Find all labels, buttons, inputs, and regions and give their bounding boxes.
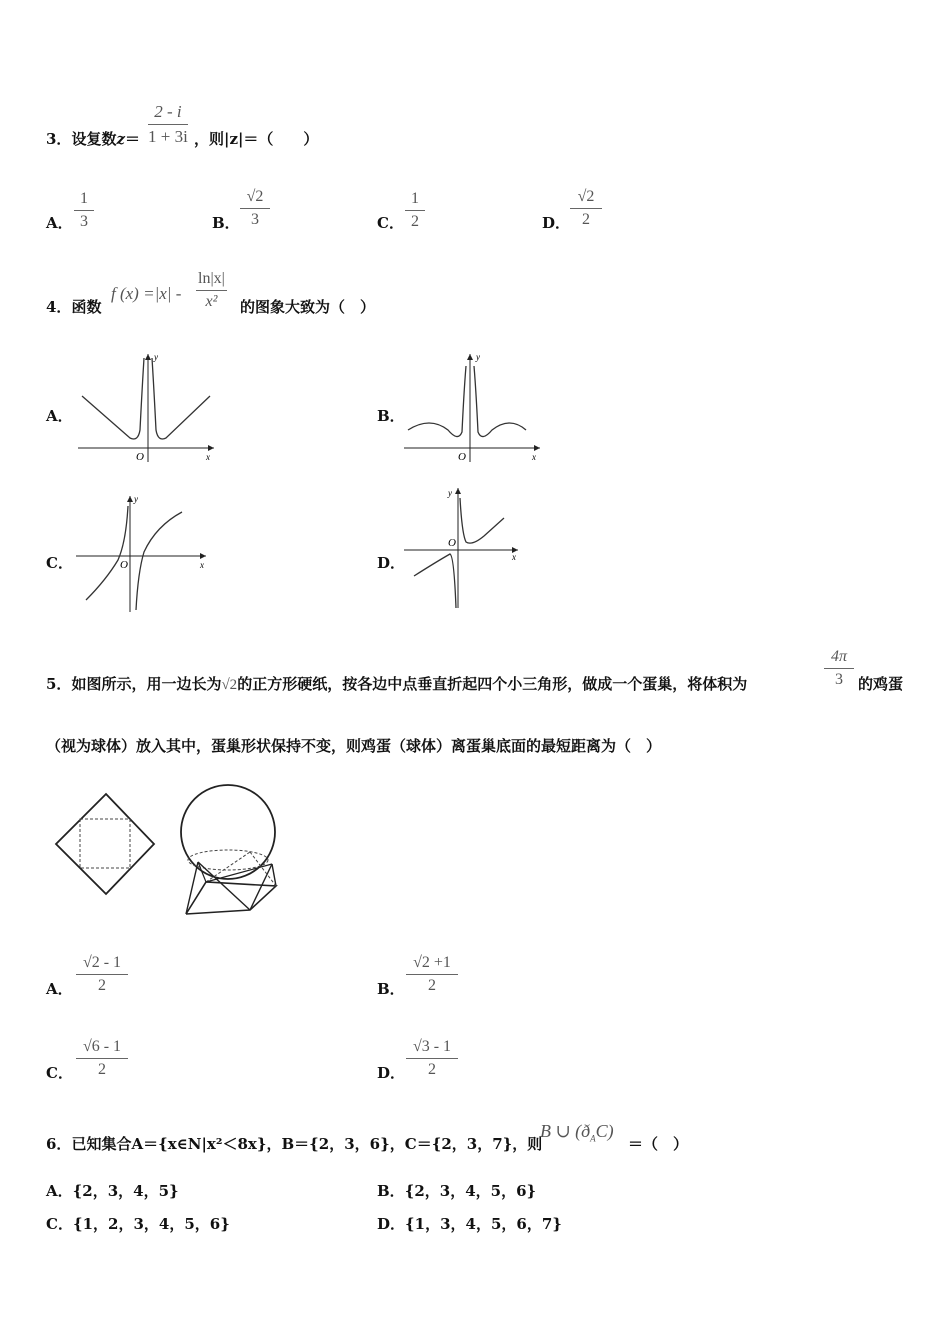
q4-d-axis-x: x — [512, 552, 516, 562]
q4-frac-num: ln|x| — [198, 270, 225, 287]
q4-b-axis-x: x — [532, 452, 536, 462]
q5-option-a-value: √2 - 1 2 — [76, 954, 128, 995]
q5-option-a-label[interactable]: A． — [46, 980, 73, 998]
q4-fraction — [196, 270, 227, 311]
q3-option-c-value: 1 2 — [405, 190, 425, 231]
q5-option-d-label[interactable]: D． — [377, 1064, 406, 1082]
q6-suffix: ＝（ ） — [628, 1135, 689, 1153]
q4-option-b-label[interactable]: B． — [377, 407, 405, 425]
q6-option-c[interactable]: C．{1，2，3，4，5，6} — [46, 1215, 230, 1233]
q4-b-origin: O — [458, 451, 466, 463]
q3-option-b-label[interactable]: B． — [212, 214, 240, 232]
q4-a-axis-x: x — [206, 452, 210, 462]
q3-number: 3． — [46, 130, 72, 148]
q4-c-axis-y: y — [134, 494, 138, 504]
q4-graph-b — [400, 350, 550, 465]
q6-number: 6． — [46, 1135, 72, 1153]
q5-option-c-value: √6 - 1 2 — [76, 1038, 128, 1079]
q5-sqrt2: √2 — [221, 677, 238, 693]
q5-option-d-value: √3 - 1 2 — [406, 1038, 458, 1079]
q4-c-axis-x: x — [200, 560, 204, 570]
q4-d-origin: O — [448, 537, 456, 549]
q5-line1-end: 的鸡蛋 — [858, 675, 904, 693]
q4-option-c-label[interactable]: C． — [46, 554, 73, 572]
q4-d-axis-y: y — [448, 488, 452, 498]
q3-option-a-value: 1 3 — [74, 190, 94, 231]
q3-eq: ＝ — [124, 130, 140, 148]
q3-option-d-label[interactable]: D． — [542, 214, 571, 232]
q3-frac-num: 2 - i — [154, 102, 182, 121]
q4-b-axis-y: y — [476, 352, 480, 362]
q3-stem — [46, 128, 140, 149]
q5-line1: 5．如图所示，用一边长为√2的正方形硬纸，按各边中点垂直折起四个小三角形，做成一个蛋巢，将体积为 — [46, 675, 748, 693]
q3-option-a-label[interactable]: A． — [46, 214, 73, 232]
q4-function: f (x) =|x| - — [111, 284, 182, 303]
q5-number: 5． — [46, 675, 72, 693]
q4-graph-c — [72, 492, 222, 617]
q3-option-b-value: √2 3 — [240, 188, 270, 229]
q3-suffix: ，则|z|＝（ ） — [194, 130, 319, 148]
q4-a-axis-y: y — [154, 352, 158, 362]
q5-option-b-label[interactable]: B． — [377, 980, 405, 998]
q3-var: z — [116, 130, 125, 148]
q4-suffix: 的图象大致为（ ） — [240, 298, 376, 316]
q4-graph-d — [400, 484, 550, 614]
q5-figure — [50, 782, 290, 924]
q6-option-a[interactable]: A．{2，3，4，5} — [46, 1182, 179, 1200]
q4-stem — [46, 296, 101, 317]
q5-option-c-label[interactable]: C． — [46, 1064, 73, 1082]
q5-line2: （视为球体）放入其中，蛋巢形状保持不变，则鸡蛋（球体）离蛋巢底面的最短距离为（ ） — [46, 737, 662, 755]
q3-fraction — [148, 102, 188, 147]
q4-prefix: 函数 — [71, 298, 102, 316]
q5-option-b-value: √2 +1 2 — [406, 954, 458, 995]
q6-expression: B ∪ $(ð_AC)$ — [540, 1121, 614, 1144]
q3-option-d-value: √2 2 — [570, 188, 602, 229]
q5-volume-fraction: 4π 3 — [824, 648, 854, 689]
q4-number: 4． — [46, 298, 72, 316]
q6-stem — [46, 1133, 542, 1154]
q6-option-b[interactable]: B．{2，3，4，5，6} — [377, 1182, 537, 1200]
q4-option-a-label[interactable]: A． — [46, 407, 73, 425]
q6-option-d[interactable]: D．{1，3，4，5，6，7} — [377, 1215, 562, 1233]
q4-graph-a — [72, 350, 222, 465]
q6-text: 已知集合A＝{x∈N|x²＜8x}，B＝{2，3，6}，C＝{2，3，7}，则 — [71, 1135, 543, 1153]
q3-prefix: 设复数 — [71, 130, 117, 148]
q4-option-d-label[interactable]: D． — [377, 554, 406, 572]
q3-frac-den: 1 + 3i — [148, 127, 188, 146]
q4-frac-den: x² — [205, 293, 218, 310]
q3-option-c-label[interactable]: C． — [377, 214, 404, 232]
q4-c-origin: O — [120, 559, 128, 571]
q4-a-origin: O — [136, 451, 144, 463]
